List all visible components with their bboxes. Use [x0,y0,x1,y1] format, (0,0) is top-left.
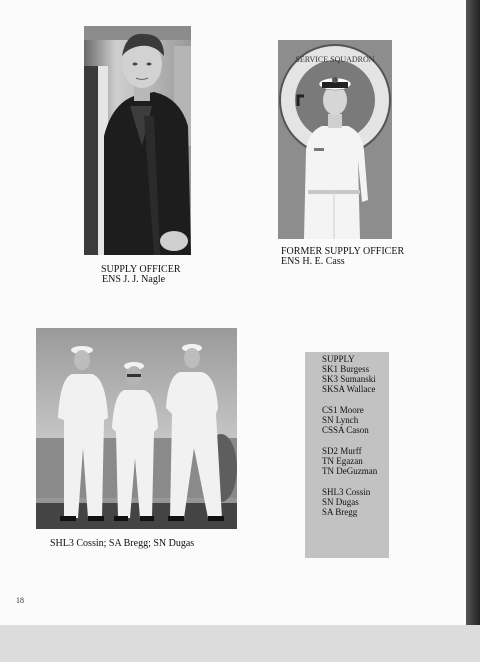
crew-list-heading: SUPPLY [322,354,355,364]
crew-list-box [305,352,389,558]
crew-member: TN Egazan [322,456,363,466]
former-supply-officer-title: FORMER SUPPLY OFFICER [281,246,405,257]
page-edge-shadow [466,0,480,625]
crew-member: SN Dugas [322,497,359,507]
crew-member: TN DeGuzman [322,466,378,476]
crew-member: SK1 Burgess [322,364,370,374]
three-sailors-caption: SHL3 Cossin; SA Bregg; SN Dugas [50,538,195,549]
crew-group-ship-service [322,487,389,517]
supply-officer-title: SUPPLY OFFICER [101,264,181,275]
crew-group-cooks [322,405,389,435]
background-surface [0,625,480,662]
three-sailors-photo [36,328,237,529]
crew-member: CS1 Moore [322,405,364,415]
crew-member: SA Bregg [322,507,358,517]
crew-member: SHL3 Cossin [322,487,371,497]
crew-member: SN Lynch [322,415,359,425]
page-number: 18 [16,596,24,605]
crew-member: SD2 Murff [322,446,362,456]
former-supply-officer-photo [278,40,392,239]
emblem-text: SERVICE SQUADRON [295,55,375,64]
crew-member: CSSA Cason [322,425,369,435]
crew-group-supply [322,354,389,394]
crew-member: SKSA Wallace [322,384,376,394]
crew-member: SK3 Sumanski [322,374,376,384]
supply-officer-photo [84,26,191,255]
crew-group-stewards [322,446,389,476]
former-supply-officer-name: ENS H. E. Cass [281,256,345,267]
supply-officer-name: ENS J. J. Nagle [102,274,166,285]
